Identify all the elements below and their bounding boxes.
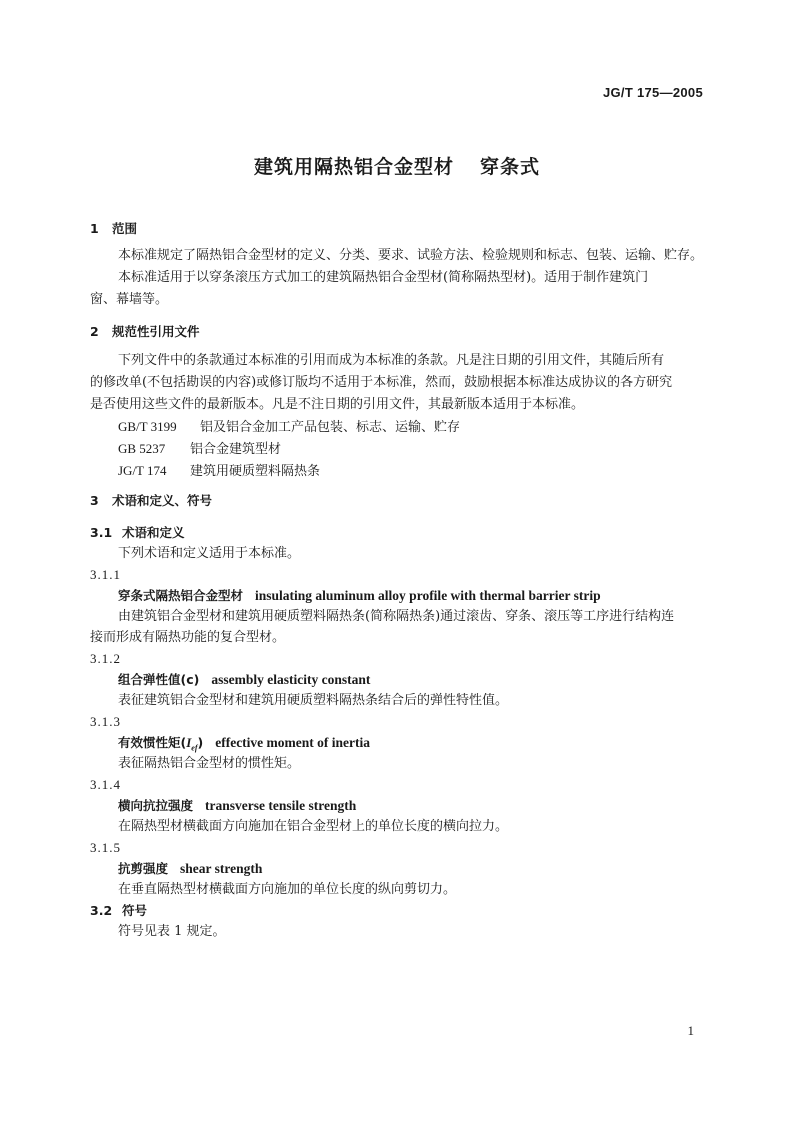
section-3-heading: 3 术语和定义、符号 [90,493,213,508]
term-3-1-4: 横向抗拉强度 transverse tensile strength [118,798,357,813]
term-3-1-2-number: 3.1.2 [90,651,121,666]
reference-item: GB/T 3199 铝及铝合金加工产品包装、标志、运输、贮存 [118,419,461,435]
term-3-1-3-definition: 表征隔热铝合金型材的惯性矩。 [118,756,301,771]
term-3-1-2: 组合弹性值(c) assembly elasticity constant [118,672,371,687]
inertia-symbol: $I_{ef}$ [186,735,198,753]
section-1-para-1: 本标准规定了隔热铝合金型材的定义、分类、要求、试验方法、检验规则和标志、包装、运输、贮存。 [118,248,704,263]
term-3-1-5-number: 3.1.5 [90,840,121,855]
term-3-1-3: 有效惯性矩$(I_{ef})$ effective moment of inertia [118,735,371,753]
section-2-para-line-1: 下列文件中的条款通过本标准的引用而成为本标准的条款。凡是注日期的引用文件，其随后所有 [118,353,665,368]
reference-item: GB 5237 铝合金建筑型材 [118,441,282,457]
term-3-1-4-number: 3.1.4 [90,777,121,792]
page-title [0,152,794,179]
term-3-1-5-definition: 在垂直隔热型材横截面方向施加的单位长度的纵向剪切力。 [118,882,457,897]
section-3-1-heading: 3.1 术语和定义 [90,525,185,540]
section-1-heading: 1 范围 [90,221,138,236]
section-2-heading: 2 规范性引用文件 [90,324,200,339]
page-number: 1 [687,1023,694,1038]
term-3-1-1: 穿条式隔热铝合金型材 insulating aluminum alloy profile with thermal barrier strip [118,588,601,603]
standard-number: JG/T 175—2005 [602,85,703,100]
title-sub: 穿条式 [480,156,541,178]
term-3-1-2-definition: 表征建筑铝合金型材和建筑用硬质塑料隔热条结合后的弹性特性值。 [118,693,509,708]
term-3-1-4-definition: 在隔热型材横截面方向施加在铝合金型材上的单位长度的横向拉力。 [118,819,509,834]
term-3-1-5: 抗剪强度 shear strength [118,861,263,876]
section-1-para-2-line-2: 窗、幕墙等。 [90,292,169,307]
reference-item: JG/T 174 建筑用硬质塑料隔热条 [118,463,321,479]
term-3-1-1-number: 3.1.1 [90,567,121,582]
term-3-1-3-number: 3.1.3 [90,714,121,729]
section-1-para-2-line-1: 本标准适用于以穿条滚压方式加工的建筑隔热铝合金型材(简称隔热型材)。适用于制作建筑门 [118,270,649,285]
section-3-2-para: 符号见表 1 规定。 [118,924,226,939]
title-main: 建筑用隔热铝合金型材 [253,156,454,178]
term-3-1-1-definition-line-1: 由建筑铝合金型材和建筑用硬质塑料隔热条(简称隔热条)通过滚齿、穿条、滚压等工序进行结构连 [118,609,675,624]
section-2-para-line-2: 的修改单(不包括勘误的内容)或修订版均不适用于本标准，然而，鼓励根据本标准达成协议的各方研究 [90,375,673,390]
section-3-2-heading: 3.2 符号 [90,903,148,918]
term-3-1-1-definition-line-2: 接而形成有隔热功能的复合型材。 [90,630,286,645]
section-3-1-intro: 下列术语和定义适用于本标准。 [118,546,301,561]
section-2-para-line-3: 是否使用这些文件的最新版本。凡是不注日期的引用文件，其最新版本适用于本标准。 [90,397,585,412]
